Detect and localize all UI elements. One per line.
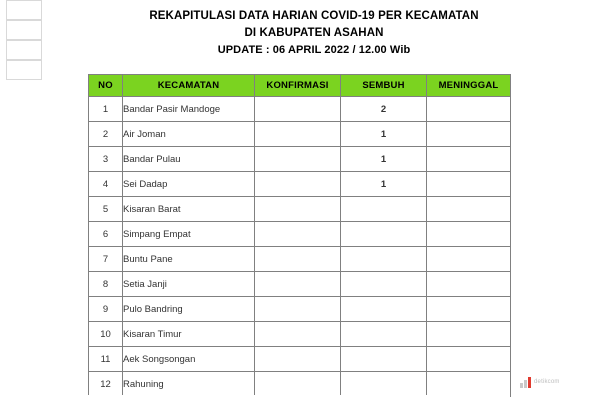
table-row xyxy=(89,297,511,322)
cell-konfirmasi xyxy=(255,322,341,347)
cell-no: 3 xyxy=(89,147,123,172)
column-header-konfirmasi: KONFIRMASI xyxy=(255,75,341,97)
table-row xyxy=(89,347,511,372)
cell-sembuh: 1 xyxy=(341,122,427,147)
cell-konfirmasi xyxy=(255,222,341,247)
cell-meninggal xyxy=(427,322,511,347)
cell-meninggal xyxy=(427,372,511,397)
column-header-meninggal: MENINGGAL xyxy=(427,75,511,97)
cell-meninggal xyxy=(427,172,511,197)
cell-no: 9 xyxy=(89,297,123,322)
cell-no: 5 xyxy=(89,197,123,222)
cell-konfirmasi xyxy=(255,347,341,372)
cell-kecamatan: Sei Dadap xyxy=(123,172,255,197)
cell-kecamatan: Setia Janji xyxy=(123,272,255,297)
cell-kecamatan: Bandar Pulau xyxy=(123,147,255,172)
cell-sembuh xyxy=(341,197,427,222)
cell-kecamatan: Kisaran Barat xyxy=(123,197,255,222)
cell-konfirmasi xyxy=(255,147,341,172)
cell-sembuh: 1 xyxy=(341,147,427,172)
detikcom-watermark xyxy=(520,372,586,392)
title-line-2: DI KABUPATEN ASAHAN xyxy=(244,27,384,39)
cell-kecamatan: Simpang Empat xyxy=(123,222,255,247)
cell-sembuh xyxy=(341,247,427,272)
cell-kecamatan: Aek Songsongan xyxy=(123,347,255,372)
table-body xyxy=(89,97,511,397)
table-row xyxy=(89,122,511,147)
column-header-kecamatan: KECAMATAN xyxy=(123,75,255,97)
cell-kecamatan: Kisaran Timur xyxy=(123,322,255,347)
table-row xyxy=(89,97,511,122)
table-row xyxy=(89,197,511,222)
document-title xyxy=(44,8,584,59)
watermark-bars-icon xyxy=(520,376,531,388)
cell-sembuh: 2 xyxy=(341,97,427,122)
column-header-no: NO xyxy=(89,75,123,97)
cell-meninggal xyxy=(427,122,511,147)
cell-konfirmasi xyxy=(255,272,341,297)
cell-kecamatan: Bandar Pasir Mandoge xyxy=(123,97,255,122)
cell-sembuh xyxy=(341,347,427,372)
cell-meninggal xyxy=(427,197,511,222)
cell-sembuh xyxy=(341,272,427,297)
title-line-3: UPDATE : 06 APRIL 2022 / 12.00 Wib xyxy=(217,44,411,56)
cell-meninggal xyxy=(427,272,511,297)
table-row xyxy=(89,272,511,297)
left-edge-partial-table xyxy=(0,0,44,400)
cell-no: 2 xyxy=(89,122,123,147)
cell-kecamatan: Rahuning xyxy=(123,372,255,397)
table-row xyxy=(89,222,511,247)
cell-meninggal xyxy=(427,147,511,172)
cell-no: 12 xyxy=(89,372,123,397)
column-header-sembuh: SEMBUH xyxy=(341,75,427,97)
page-bottom-edge xyxy=(88,395,510,400)
cell-kecamatan: Buntu Pane xyxy=(123,247,255,272)
cell-no: 11 xyxy=(89,347,123,372)
cell-konfirmasi xyxy=(255,172,341,197)
cell-sembuh xyxy=(341,322,427,347)
covid-data-table xyxy=(88,74,511,397)
cell-konfirmasi xyxy=(255,372,341,397)
cell-no: 4 xyxy=(89,172,123,197)
cell-kecamatan: Pulo Bandring xyxy=(123,297,255,322)
cell-sembuh xyxy=(341,222,427,247)
cell-meninggal xyxy=(427,297,511,322)
cell-kecamatan: Air Joman xyxy=(123,122,255,147)
cell-no: 8 xyxy=(89,272,123,297)
cell-meninggal xyxy=(427,347,511,372)
cell-konfirmasi xyxy=(255,97,341,122)
cell-sembuh xyxy=(341,297,427,322)
cell-konfirmasi xyxy=(255,122,341,147)
cell-konfirmasi xyxy=(255,297,341,322)
cell-sembuh: 1 xyxy=(341,172,427,197)
cell-no: 10 xyxy=(89,322,123,347)
cell-sembuh xyxy=(341,372,427,397)
table-row xyxy=(89,322,511,347)
cell-no: 1 xyxy=(89,97,123,122)
cell-meninggal xyxy=(427,222,511,247)
table-row xyxy=(89,372,511,397)
cell-no: 6 xyxy=(89,222,123,247)
table-row xyxy=(89,247,511,272)
cell-meninggal xyxy=(427,247,511,272)
cell-meninggal xyxy=(427,97,511,122)
title-line-1: REKAPITULASI DATA HARIAN COVID-19 PER KECAMATAN xyxy=(149,10,479,22)
table-row xyxy=(89,147,511,172)
cell-no: 7 xyxy=(89,247,123,272)
table-header-row xyxy=(89,75,511,97)
table-row xyxy=(89,172,511,197)
watermark-label: detikcom xyxy=(534,378,560,385)
cell-konfirmasi xyxy=(255,247,341,272)
cell-konfirmasi xyxy=(255,197,341,222)
